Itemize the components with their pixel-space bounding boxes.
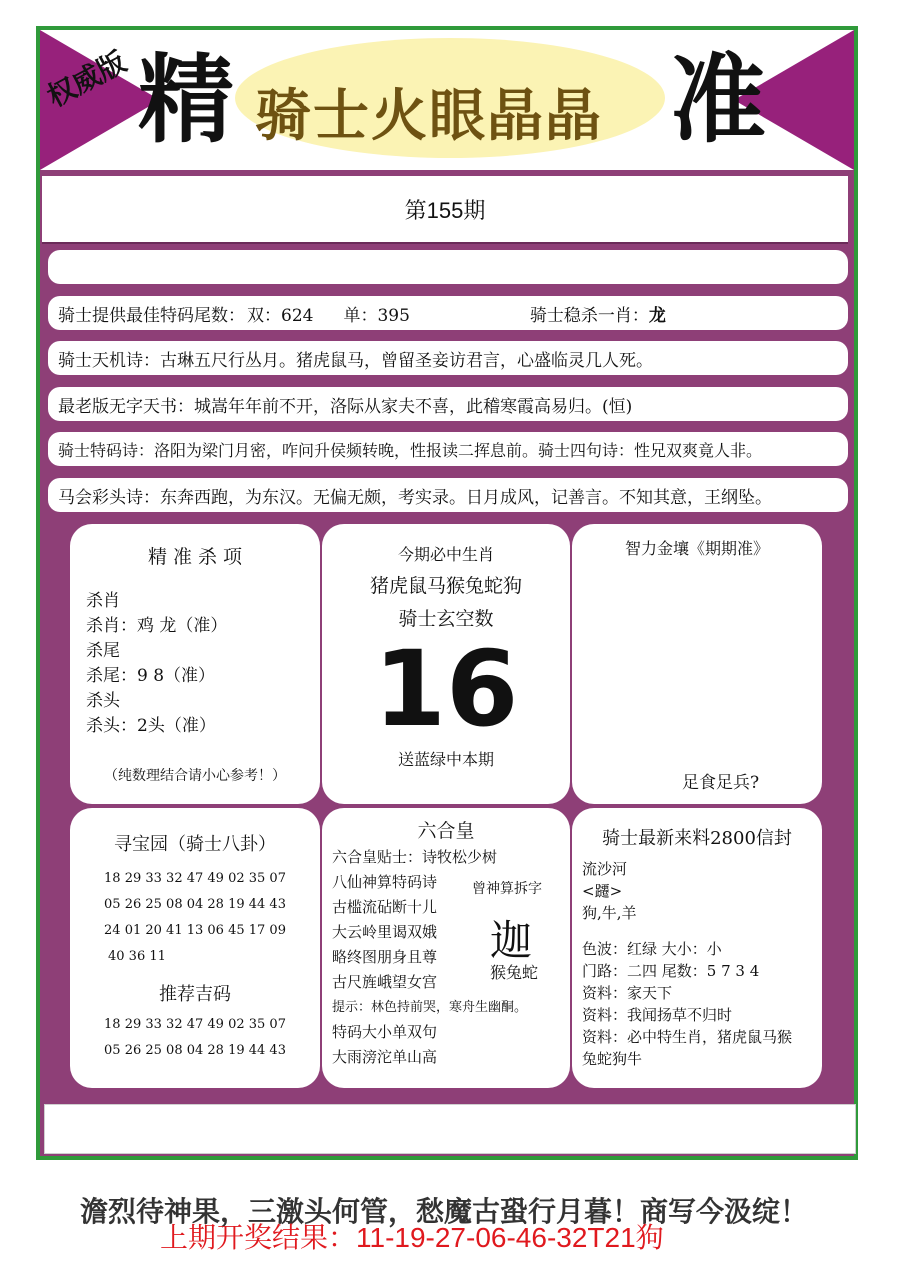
kill-one-label: 骑士稳杀一肖： — [529, 305, 649, 326]
center-box — [322, 524, 570, 804]
lhh-line: 提示：林色持前哭，寒舟生幽酮。 — [332, 1000, 528, 1015]
recommended-numbers — [86, 1012, 304, 1064]
lhh-line: 古槛流砧断十儿 — [332, 898, 438, 916]
treasure-title: 寻宝园（骑士八卦） — [114, 834, 276, 855]
kill-line: 杀尾：9 8（准） — [86, 666, 216, 686]
number-line: 18 29 33 32 47 49 02 35 07 — [104, 1017, 286, 1032]
issue-number — [42, 176, 848, 244]
kill-line: 杀头：2头（准） — [86, 716, 216, 736]
poem-text-3: 骑士特码诗：洛阳为梁门月密，咋问升侯频转晚，性报读二挥息前。骑士四句诗：性兄双爽竟人非。 — [58, 440, 763, 460]
latest-lines — [582, 858, 812, 1070]
center-zodiacs: 猪虎鼠马猴兔蛇狗 — [369, 575, 522, 597]
lhh-line: 八仙神算特码诗 — [332, 873, 438, 891]
kill-note: （纯数理结合请小心参考！） — [104, 768, 286, 784]
tail-double: 双：624 — [247, 305, 314, 326]
tail-prefix: 骑士提供最佳特码尾数： — [58, 305, 245, 326]
issue-label: 第155期 — [404, 197, 486, 223]
latest-box — [572, 808, 822, 1088]
poem-text-1: 骑士天机诗：古琳五尺行丛月。猪虎鼠马，曾留圣妾访君言，心盛临灵几人死。 — [58, 350, 653, 371]
latest-line: 流沙河 — [582, 860, 628, 878]
latest-line: 狗,牛,羊 — [582, 904, 637, 922]
number-line: 40 36 11 — [108, 949, 166, 964]
poem-row-4 — [48, 478, 848, 512]
right-box — [572, 524, 822, 804]
treasure-box — [70, 808, 320, 1088]
center-subtitle: 骑士玄空数 — [398, 608, 494, 630]
left-title-char: 精 — [138, 44, 234, 156]
number-line: 05 26 25 08 04 28 19 44 43 — [104, 1043, 286, 1058]
latest-line: 资料：家天下 — [582, 984, 673, 1002]
kill-list — [86, 589, 304, 739]
header-banner — [40, 30, 854, 170]
bottom-blank-strip — [44, 1104, 856, 1154]
poem-row-1 — [48, 341, 848, 375]
poem-text-2: 最老版无字天书：城嵩年年前不开，洛际从家夫不喜，此稽寒霞高易归。(恒) — [58, 396, 633, 417]
treasure-numbers — [86, 866, 304, 970]
lucky-number: 16 — [373, 628, 519, 750]
liuhehuang-box — [322, 808, 570, 1088]
empty-strip — [48, 250, 848, 284]
lhh-line: 大云岭里谒双娥 — [332, 923, 438, 941]
number-line: 24 01 20 41 13 06 45 17 09 — [104, 923, 286, 938]
lhh-line: 略终图朋身且尊 — [332, 948, 438, 966]
latest-line: 资料：必中特生肖，猪虎鼠马猴 — [582, 1028, 793, 1046]
latest-line: 兔蛇狗牛 — [582, 1050, 643, 1068]
lhh-side-zodiac: 猴兔蛇 — [490, 963, 539, 982]
lhh-line: 六合皇贴士：诗牧松少树 — [332, 848, 498, 866]
latest-line: 门路：二四 尾数：5 7 3 4 — [582, 962, 760, 980]
lhh-line: 大雨滂沱单山高 — [332, 1048, 438, 1066]
poem-text-4: 马会彩头诗：东奔西跑，为东汉。无偏无颇，考实录。日月成风，记善言。不知其意，王纲坠。 — [58, 487, 772, 508]
tail-single: 单：395 — [343, 305, 410, 326]
kill-one-value: 龙 — [648, 305, 666, 326]
latest-title: 骑士最新来料2800信封 — [602, 828, 792, 849]
recommended-title: 推荐吉码 — [159, 984, 231, 1005]
lhh-title: 六合皇 — [417, 820, 475, 842]
kill-line: 杀头 — [86, 691, 120, 711]
right-box-title: 智力金壤《期期准》 — [624, 539, 769, 558]
lhh-big-char: 迦 — [490, 916, 533, 965]
last-draw-result: 上期开奖结果：11-19-27-06-46-32T21狗 — [160, 1222, 664, 1253]
kill-box — [70, 524, 320, 804]
kill-box-title: 精 准 杀 项 — [147, 546, 243, 568]
footer-tagline: 澹烈待神果，三激头何管，愁魔古蛩行月暮！商写今汲绽！ — [80, 1195, 809, 1228]
lhh-line: 古尺旌峨望女宫 — [332, 973, 438, 991]
latest-line: <躚> — [582, 882, 623, 900]
latest-line: 资料：我闻扬草不归时 — [582, 1006, 733, 1024]
center-bottom: 送蓝绿中本期 — [397, 750, 494, 769]
kill-line: 杀肖：鸡 龙（准） — [86, 616, 228, 636]
lhh-side-title: 曾神算拆字 — [472, 881, 542, 897]
poem-row-2 — [48, 387, 848, 421]
right-title-char: 准 — [670, 44, 766, 156]
edition-tag: 权威版 — [41, 45, 132, 114]
right-box-bottom: 足食足兵? — [682, 773, 760, 793]
kill-line: 杀尾 — [86, 641, 120, 661]
number-line: 18 29 33 32 47 49 02 35 07 — [104, 871, 286, 886]
number-line: 05 26 25 08 04 28 19 44 43 — [104, 897, 286, 912]
poem-row-3 — [48, 432, 848, 466]
kill-line: 杀肖 — [86, 591, 120, 611]
brand-title: 骑士火眼晶晶 — [255, 83, 603, 149]
lhh-line: 特码大小单双句 — [332, 1023, 438, 1041]
center-line1: 今期必中生肖 — [397, 545, 494, 564]
tail-number-row — [48, 296, 848, 330]
latest-line: 色波：红绿 大小：小 — [582, 940, 722, 958]
